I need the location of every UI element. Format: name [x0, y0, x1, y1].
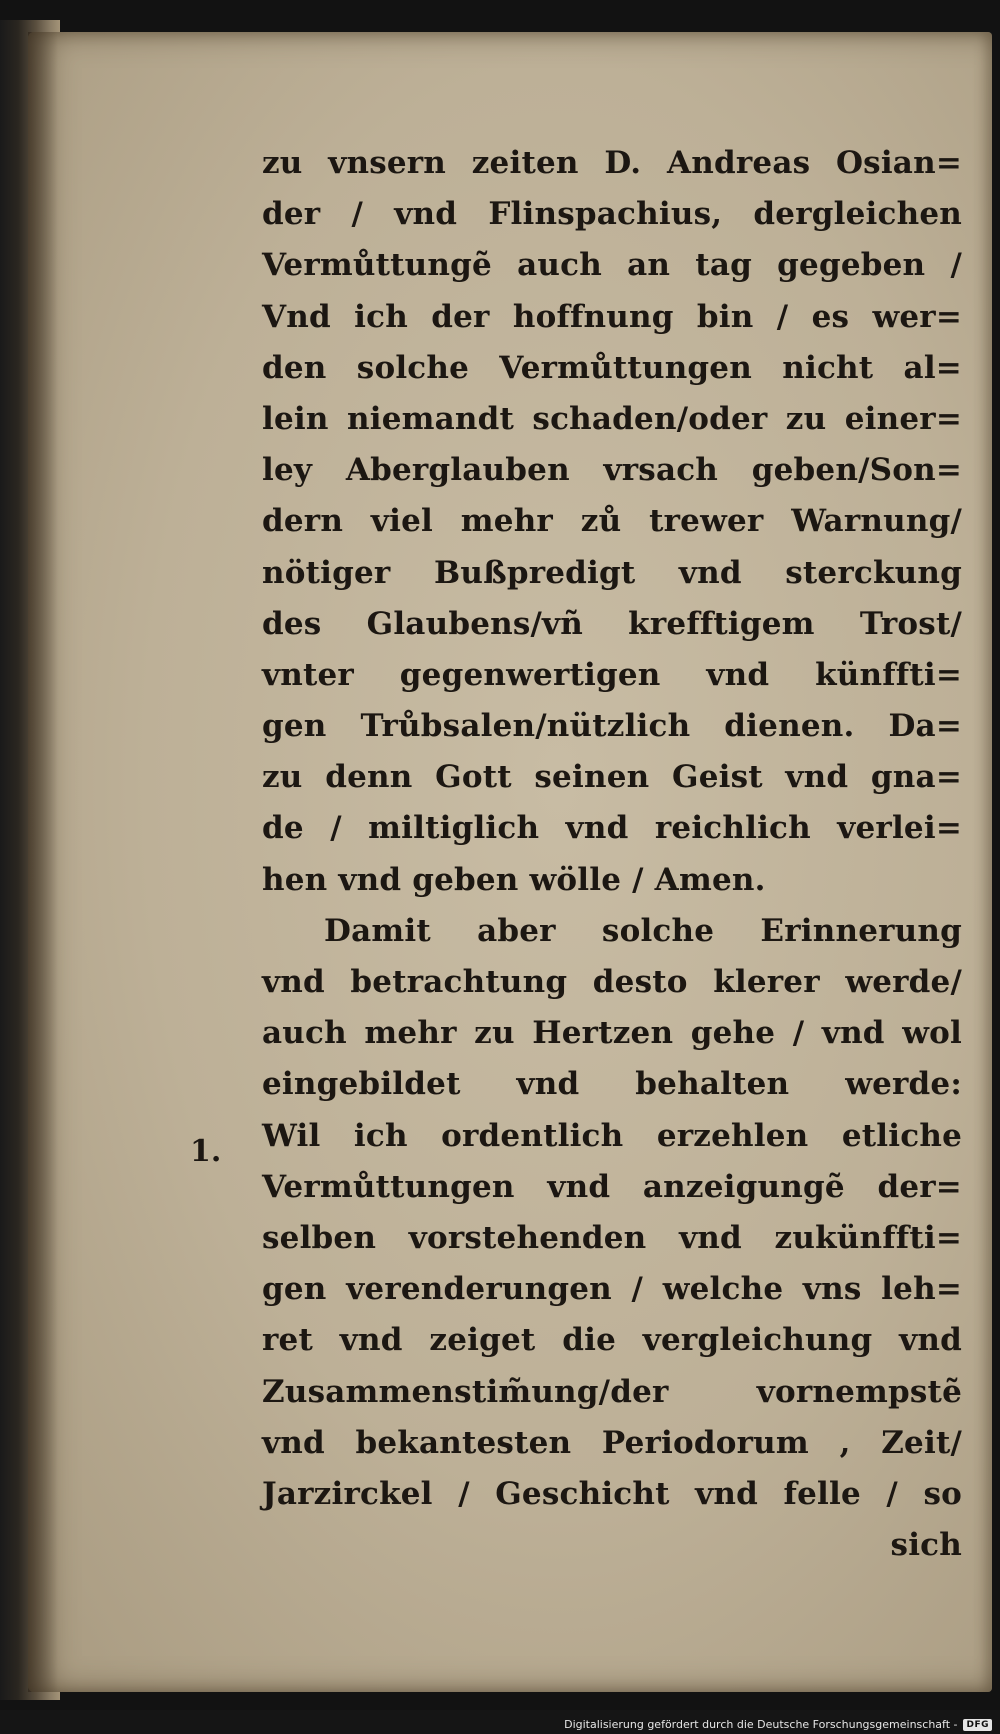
text-line: ret vnd zeiget die vergleichung vnd [262, 1322, 962, 1359]
text-line: eingebildet vnd behalten werde: [262, 1066, 962, 1103]
dfg-logo: DFG [963, 1719, 992, 1731]
text-line: selben vorstehenden vnd zukünffti= [262, 1219, 962, 1256]
text-line: Vermůttungẽ auch an tag gegeben / [262, 247, 962, 284]
text-line: ley Aberglauben vrsach geben/Son= [262, 452, 962, 489]
text-line: gen verenderungen / welche vns leh= [262, 1271, 962, 1308]
text-line: Vnd ich der hoffnung bin / es wer= [262, 298, 962, 335]
text-line: den solche Vermůttungen nicht al= [262, 349, 962, 386]
text-line: vnd betrachtung desto klerer werde/ [262, 964, 962, 1000]
text-line: gen Trůbsalen/nützlich dienen. Da= [262, 708, 962, 745]
text-line: vnter gegenwertigen vnd künffti= [262, 656, 962, 693]
text-line: hen vnd geben wölle / Amen. [262, 861, 766, 898]
text-line: de / miltiglich vnd reichlich verlei= [262, 810, 962, 847]
text-line: zu denn Gott seinen Geist vnd gna= [262, 759, 962, 796]
text-line: der / vnd Flinspachius, dergleichen [262, 196, 962, 233]
body-text [262, 138, 962, 1571]
text-line: Wil ich ordentlich erzehlen etliche [262, 1117, 962, 1154]
text-line: Vermůttungen vnd anzeigungẽ der= [262, 1168, 962, 1205]
text-line: des Glaubens/vñ krefftigem Trost/ [262, 605, 962, 642]
text-line: Damit aber solche Erinnerung [324, 912, 962, 949]
text-line: zu vnsern zeiten D. Andreas Osian= [262, 145, 962, 181]
footer-credit [564, 1718, 992, 1731]
page-gutter-shadow [28, 32, 58, 1692]
text-line: dern viel mehr zů trewer Warnung/ [262, 503, 962, 540]
text-line: auch mehr zu Hertzen gehe / vnd wol [262, 1015, 962, 1052]
text-line: lein niemandt schaden/oder zu einer= [262, 400, 962, 437]
margin-note: 1. [190, 1134, 222, 1169]
text-line: Jarzirckel / Geschicht vnd felle / so [262, 1475, 962, 1512]
catchword: sich [890, 1527, 962, 1564]
text-line: vnd bekantesten Periodorum , Zeit/ [262, 1424, 962, 1461]
text-line: nötiger Bußpredigt vnd sterckung [262, 554, 962, 591]
footer-credit-text: Digitalisierung gefördert durch die Deutsche Forschungsgemeinschaft - [564, 1718, 958, 1731]
text-line: Zusammenstim̃ung/der vornempstẽ [262, 1373, 962, 1410]
